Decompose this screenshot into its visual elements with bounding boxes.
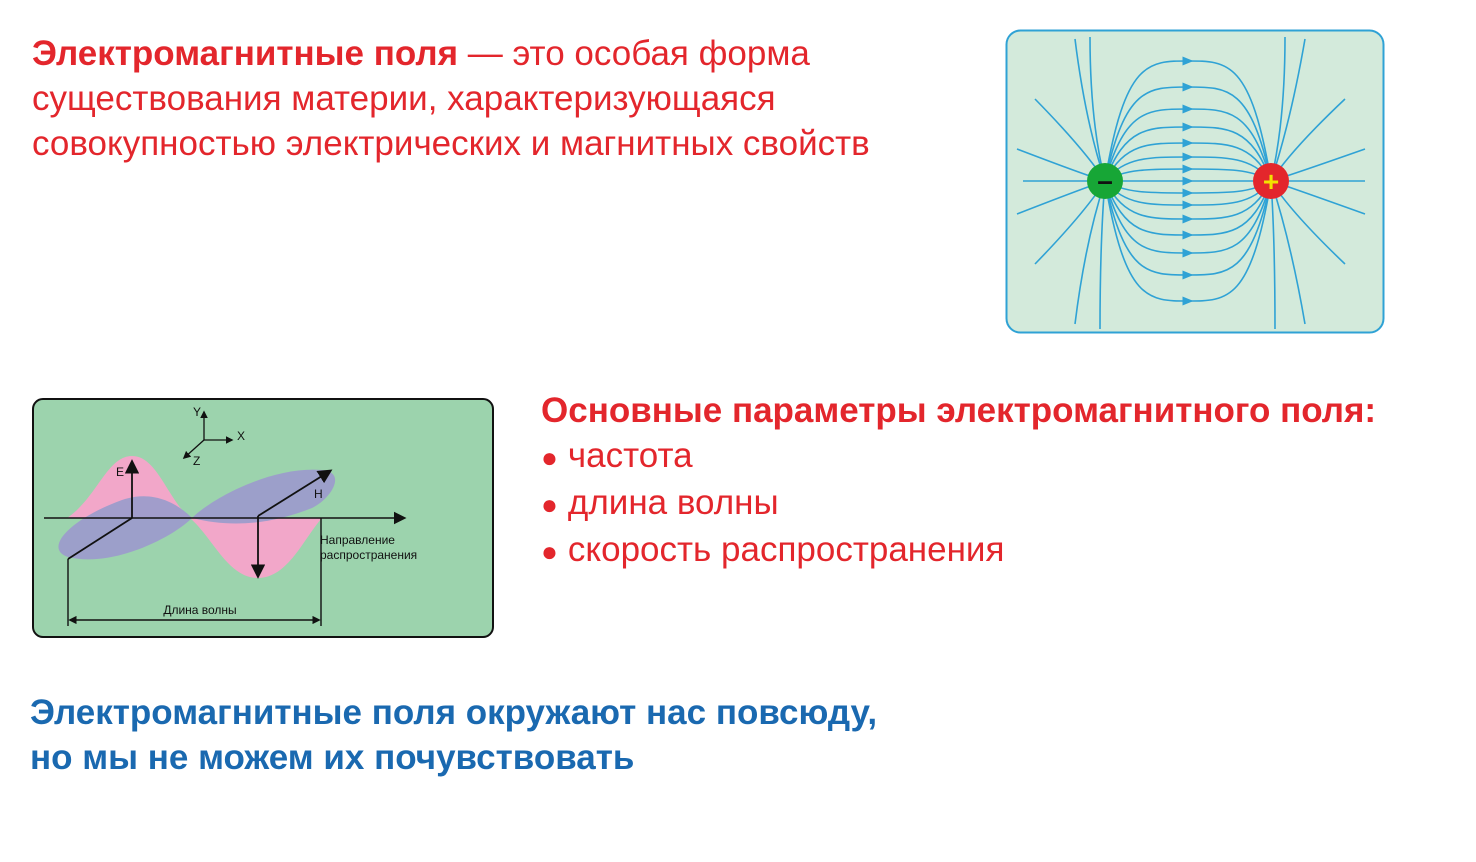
- dipole-field-diagram: [1005, 29, 1385, 334]
- list-item: [541, 527, 1471, 574]
- parameters-title: Основные параметры электромагнитного поля:: [541, 391, 1377, 430]
- parameter-speed: скорость распространения: [567, 530, 1005, 569]
- h-label: H: [314, 487, 323, 501]
- list-item: [541, 480, 1471, 527]
- direction-label-line-1: Направление: [320, 533, 395, 547]
- list-item: [541, 433, 1471, 480]
- footer-line-1: Электромагнитные поля окружают нас повсюду,: [30, 693, 878, 732]
- footer-line-2: но мы не можем их почувствовать: [30, 738, 635, 777]
- axis-x-label: X: [237, 429, 246, 443]
- bullet-icon: ●: [541, 489, 558, 520]
- parameter-frequency: частота: [567, 436, 693, 475]
- e-label: E: [116, 465, 125, 479]
- parameter-wavelength: длина волны: [567, 483, 779, 522]
- bullet-icon: ●: [541, 442, 558, 473]
- positive-sign: +: [1262, 166, 1280, 197]
- axis-y-label: Y: [193, 405, 202, 419]
- wavelength-label: Длина волны: [163, 603, 237, 617]
- definition-text: [32, 31, 992, 166]
- parameters-block: [541, 388, 1471, 574]
- definition-body: — это особая форма существования материи, характеризующаяся совокупностью электрических и магнитных свойств: [32, 34, 870, 163]
- bullet-icon: ●: [541, 536, 558, 567]
- footer-text: [30, 690, 1030, 780]
- negative-sign: –: [1097, 165, 1113, 196]
- definition-term: Электромагнитные поля: [32, 34, 459, 73]
- parameters-list: [541, 433, 1471, 574]
- direction-label-line-2: распространения: [320, 548, 418, 562]
- em-wave-diagram: [32, 398, 494, 638]
- axis-z-label: Z: [193, 454, 201, 468]
